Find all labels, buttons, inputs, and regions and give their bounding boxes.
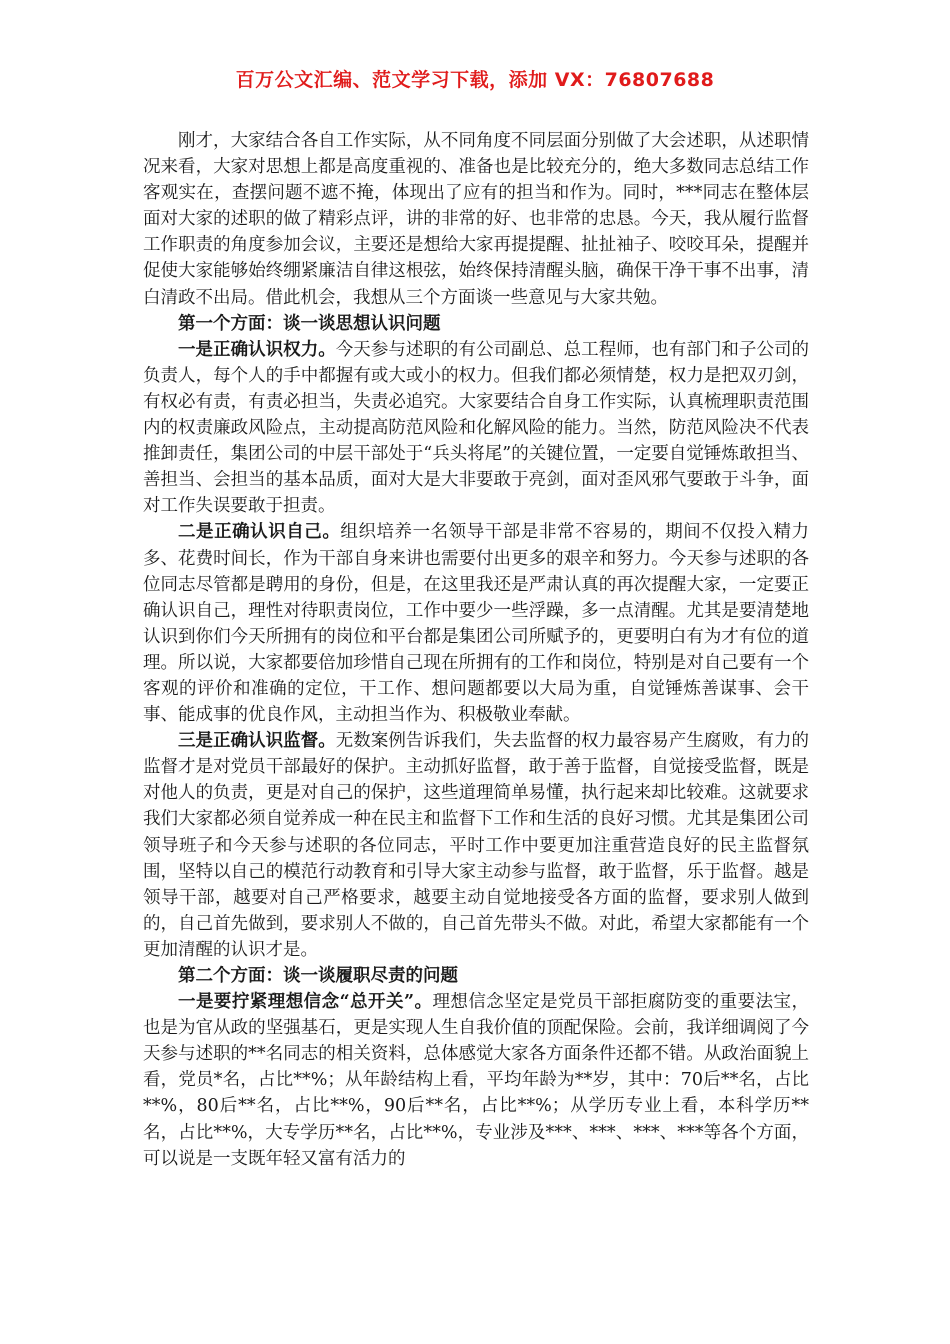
section-1-paragraph-3-lead: 三是正确认识监督。 (178, 731, 336, 752)
section-1-paragraph-3 (143, 728, 809, 963)
section-1-paragraph-2-text: 组织培养一名领导干部是非常不容易的，期间不仅投入精力多、花费时间长，作为干部自身来讲也需要付出更多的艰辛和努力。今天参与述职的各位同志尽管都是聘用的身份，但是，在这里我还是严肃认真的再次提醒大家，一定要正确认识自己，理性对待职责岗位，工作中要少一些浮躁，多一点清醒。尤其是要清楚地认识到你们今天所拥有的岗位和平台都是集团公司所赋予的，更要明白有为才有位的道理。所以说，大家都要倍加珍惜自己现在所拥有的工作和岗位，特别是对自己要有一个客观的评价和准确的定位，干工作、想问题都要以大局为重，自觉锤炼善谋事、会干事、能成事的优良作风，主动担当作为、积极敬业奉献。 (143, 522, 810, 726)
section-1-title: 第一个方面：谈一谈思想认识问题 (178, 313, 441, 334)
section-2-paragraph-1-lead: 一是要拧紧理想信念“总开关”。 (178, 992, 433, 1013)
section-1-paragraph-2-lead: 二是正确认识自己。 (178, 522, 341, 543)
section-1-paragraph-3-text: 无数案例告诉我们，失去监督的权力最容易产生腐败，有力的监督才是对党员干部最好的保护。主动抓好监督，敢于善于监督，自觉接受监督，既是对他人的负责，更是对自己的保护，这些道理简单易懂，执行起来却比较难。这就要求我们大家都必须自觉养成一种在民主和监督下工作和生活的良好习惯。尤其是集团公司领导班子和今天参与述职的各位同志，平时工作中要更加注重营造良好的民主监督氛围，坚特以自己的模范行动教育和引导大家主动参与监督，敢于监督，乐于监督。越是领导干部，越要对自己严格要求，越要主动自觉地接受各方面的监督，要求别人做到的，自己首先做到，要求别人不做的，自己首先带头不做。对此，希望大家都能有一个更加清醒的认识才是。 (143, 731, 810, 960)
document-body (143, 128, 809, 1172)
section-1-paragraph-1-text: 今天参与述职的有公司副总、总工程师，也有部门和子公司的负责人，每个人的手中都握有或大或小的权力。但我们都必须情楚，权力是把双刃剑，有权必有责，有责必担当，失责必追究。大家要结合自身工作实际，认真梳理职责范围内的权责廉政风险点，主动提高防范风险和化解风险的能力。当然，防范风险决不代表推卸责任，集团公司的中层干部处于“兵头将尾”的关键位置，一定要自觉锤炼敢担当、善担当、会担当的基本品质，面对大是大非要敢于亮剑，面对歪风邪气要敢于斗争，面对工作失误要敢于担责。 (143, 339, 810, 517)
section-1-paragraph-2 (143, 519, 809, 728)
section-1-paragraph-1 (143, 337, 809, 520)
section-1-paragraph-1-lead: 一是正确认识权力。 (178, 339, 336, 360)
section-2-title: 第二个方面：谈一谈履职尽责的问题 (178, 966, 458, 986)
section-2-paragraph-1 (143, 989, 809, 1172)
section-2-paragraph-1-text: 理想信念坚定是党员干部拒腐防变的重要法宝，也是为官从政的坚强基石，更是实现人生自我价值的顶配保险。会前，我详细调阅了今天参与述职的**名同志的相关资料，总体感觉大家各方面条件还都不错。从政治面貌上看，党员*名，占比**%；从年龄结构上看，平均年龄为**岁，其中：70后**名，占比**%，80后**名，占比**%，90后**名，占比**%；从学历专业上看，本科学历**名，占比**%，大专学历**名，占比**%，专业涉及***、***、***、***等各个方面，可以说是一支既年轻又富有活力的 (143, 992, 809, 1169)
page-header-watermark: 百万公文汇编、范文学习下载，添加 VX：76807688 (235, 69, 715, 91)
intro-paragraph: 刚才，大家结合各自工作实际，从不同角度不同层面分别做了大会述职，从述职情况来看，大家对思想上都是高度重视的、准备也是比较充分的，绝大多数同志总结工作客观实在，查摆问题不遮不掩，体现出了应有的担当和作为。同时，***同志在整体层面对大家的述职的做了精彩点评，讲的非常的好、也非常的忠恳。今天，我从履行监督工作职责的角度参加会议，主要还是想给大家再提提醒、扯扯袖子、咬咬耳朵，提醒并促使大家能够始终绷紧廉洁自律这根弦，始终保持清醒头脑，确保干净干事不出事，清白清政不出局。借此机会，我想从三个方面谈一些意见与大家共勉。 (143, 131, 809, 308)
